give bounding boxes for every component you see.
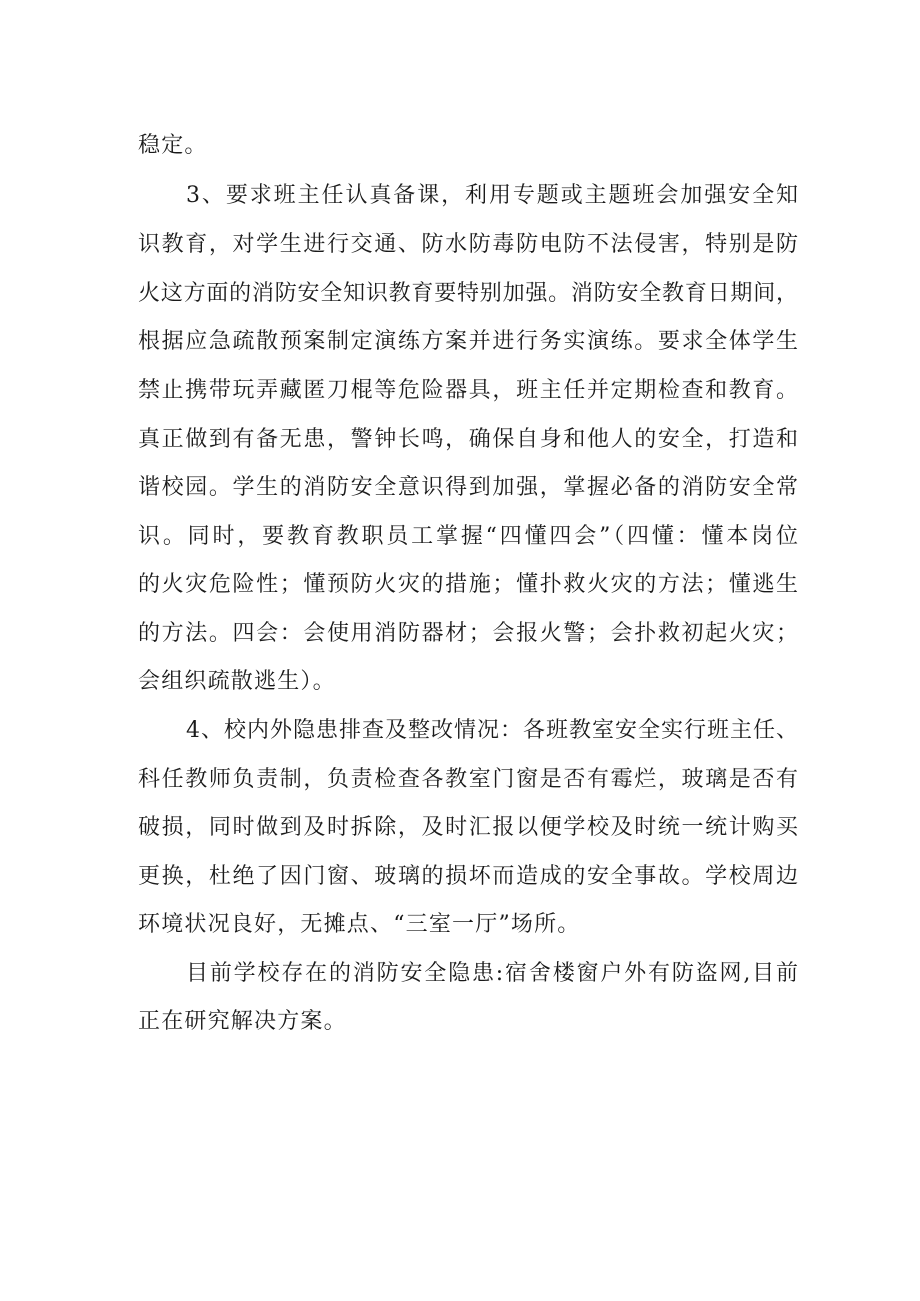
text-line: 火这方面的消防安全知识教育要特别加强。消防安全教育日期间， — [138, 281, 798, 306]
paragraph-4-start: 4、校内外隐患排查及整改情况：各班教室安全实行班主任、 — [186, 718, 798, 743]
text-line: 会组织疏散逃生）。 — [138, 669, 336, 694]
text-line: 稳定。 — [138, 133, 208, 158]
text-line: 谐校园。学生的消防安全意识得到加强，掌握必备的消防安全常 — [138, 475, 798, 500]
text-line: 的方法。四会：会使用消防器材；会报火警；会扑救初起火灾； — [138, 621, 798, 646]
text-line: 真正做到有备无患，警钟长鸣，确保自身和他人的安全，打造和 — [138, 427, 798, 452]
text-line: 禁止携带玩弄藏匿刀棍等危险器具，班主任并定期检查和教育。 — [138, 378, 798, 403]
text-line: 识。同时，要教育教职员工掌握“四懂四会”（四懂：懂本岗位 — [138, 524, 798, 549]
text-line: 识教育，对学生进行交通、防水防毒防电防不法侵害，特别是防 — [138, 232, 798, 257]
paragraph-3-start: 3、要求班主任认真备课，利用专题或主题班会加强安全知 — [186, 183, 798, 208]
text-line: 科任教师负责制，负责检查各教室门窗是否有霉烂，玻璃是否有 — [138, 767, 798, 792]
text-line: 破损，同时做到及时拆除，及时汇报以便学校及时统一统计购买 — [138, 815, 798, 840]
text-line: 的火灾危险性；懂预防火灾的措施；懂扑救火灾的方法；懂逃生 — [138, 572, 798, 597]
text-line: 更换，杜绝了因门窗、玻璃的损坏而造成的安全事故。学校周边 — [138, 864, 798, 889]
paragraph-5-start: 目前学校存在的消防安全隐患:宿舍楼窗户外有防盗网,目前 — [186, 961, 798, 986]
text-line: 根据应急疏散预案制定演练方案并进行务实演练。要求全体学生 — [138, 329, 798, 354]
text-line: 正在研究解决方案。 — [138, 1009, 347, 1034]
text-line: 环境状况良好，无摊点、“三室一厅”场所。 — [138, 912, 581, 937]
